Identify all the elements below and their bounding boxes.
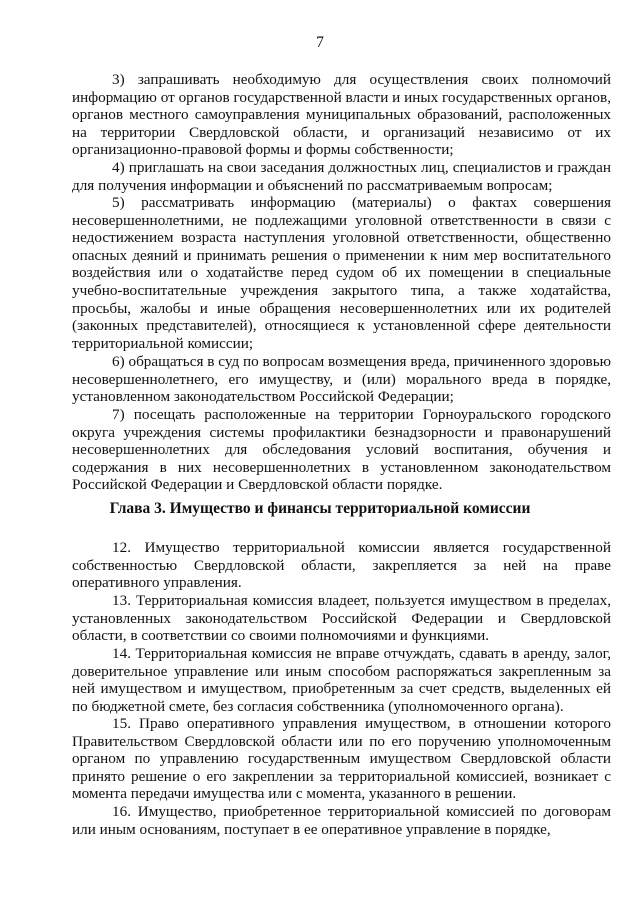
paragraph-item-3: 3) запрашивать необходимую для осуществления своих полномочий информацию от органов государственной власти и иных государственных органов, органов местного самоуправления муниципальных образований, расположенных на территории Свердловской области, и организаций независимо от их организационно-правовой формы и формы собственности; <box>72 71 611 159</box>
paragraph-15: 15. Право оперативного управления имуществом, в отношении которого Правительством Свердловской области или по его поручению уполномоченным органом по управлению государственным имуществом Свердловской области принято решение о его закреплении за территориальной комиссией, возникает с момента передачи имущества или с момента, указанного в решении. <box>72 715 611 803</box>
paragraph-14: 14. Территориальная комиссия не вправе отчуждать, сдавать в аренду, залог, доверительное управление или иным способом распоряжаться закрепленным за ней имуществом и имуществом, приобретенным за счет средств, выделенных ей по бюджетной смете, без согласия собственника (уполномоченного органа). <box>72 645 611 715</box>
paragraph-12: 12. Имущество территориальной комиссии является государственной собственностью Свердловской области, закрепляется за ней на праве оперативного управления. <box>72 539 611 592</box>
chapter-title: Глава 3. Имущество и финансы территориальной комиссии <box>109 500 531 517</box>
page-number: 7 <box>316 34 324 51</box>
paragraph-16: 16. Имущество, приобретенное территориальной комиссией по договорам или иным основаниям, поступает в ее оперативное управление в порядке, <box>72 803 611 838</box>
paragraph-13: 13. Территориальная комиссия владеет, пользуется имуществом в пределах, установленных законодательством Российской Федерации и Свердловской области, в соответствии со своими полномочиями и функциями. <box>72 592 611 645</box>
paragraph-item-5: 5) рассматривать информацию (материалы) о фактах совершения несовершеннолетними, не подлежащими уголовной ответственности в связи с недостижением возраста наступления уголовной ответственности, общественно опасных деяний и принимать решения о применении к ним мер воспитательного воздействия или о ходатайстве перед судом об их помещении в специальные учебно-воспитательные учреждения закрытого типа, а также ходатайства, просьбы, жалобы и иные обращения несовершеннолетних или их родителей (законных представителей), относящиеся к установленной сфере деятельности территориальной комиссии; <box>72 194 611 352</box>
paragraph-item-4: 4) приглашать на свои заседания должностных лиц, специалистов и граждан для получения информации и объяснений по рассматриваемым вопросам; <box>72 159 611 194</box>
paragraph-item-7: 7) посещать расположенные на территории Горноуральского городского округа учреждения системы профилактики безнадзорности и правонарушений несовершеннолетних для обследования условий воспитания, обучения и содержания в них несовершеннолетних в установленном законодательством Российской Федерации и Свердловской области порядке. <box>72 406 611 494</box>
paragraph-item-6: 6) обращаться в суд по вопросам возмещения вреда, причиненного здоровью несовершеннолетнего, его имуществу, и (или) морального вреда в порядке, установленном законодательством Российской Федерации; <box>72 353 611 406</box>
